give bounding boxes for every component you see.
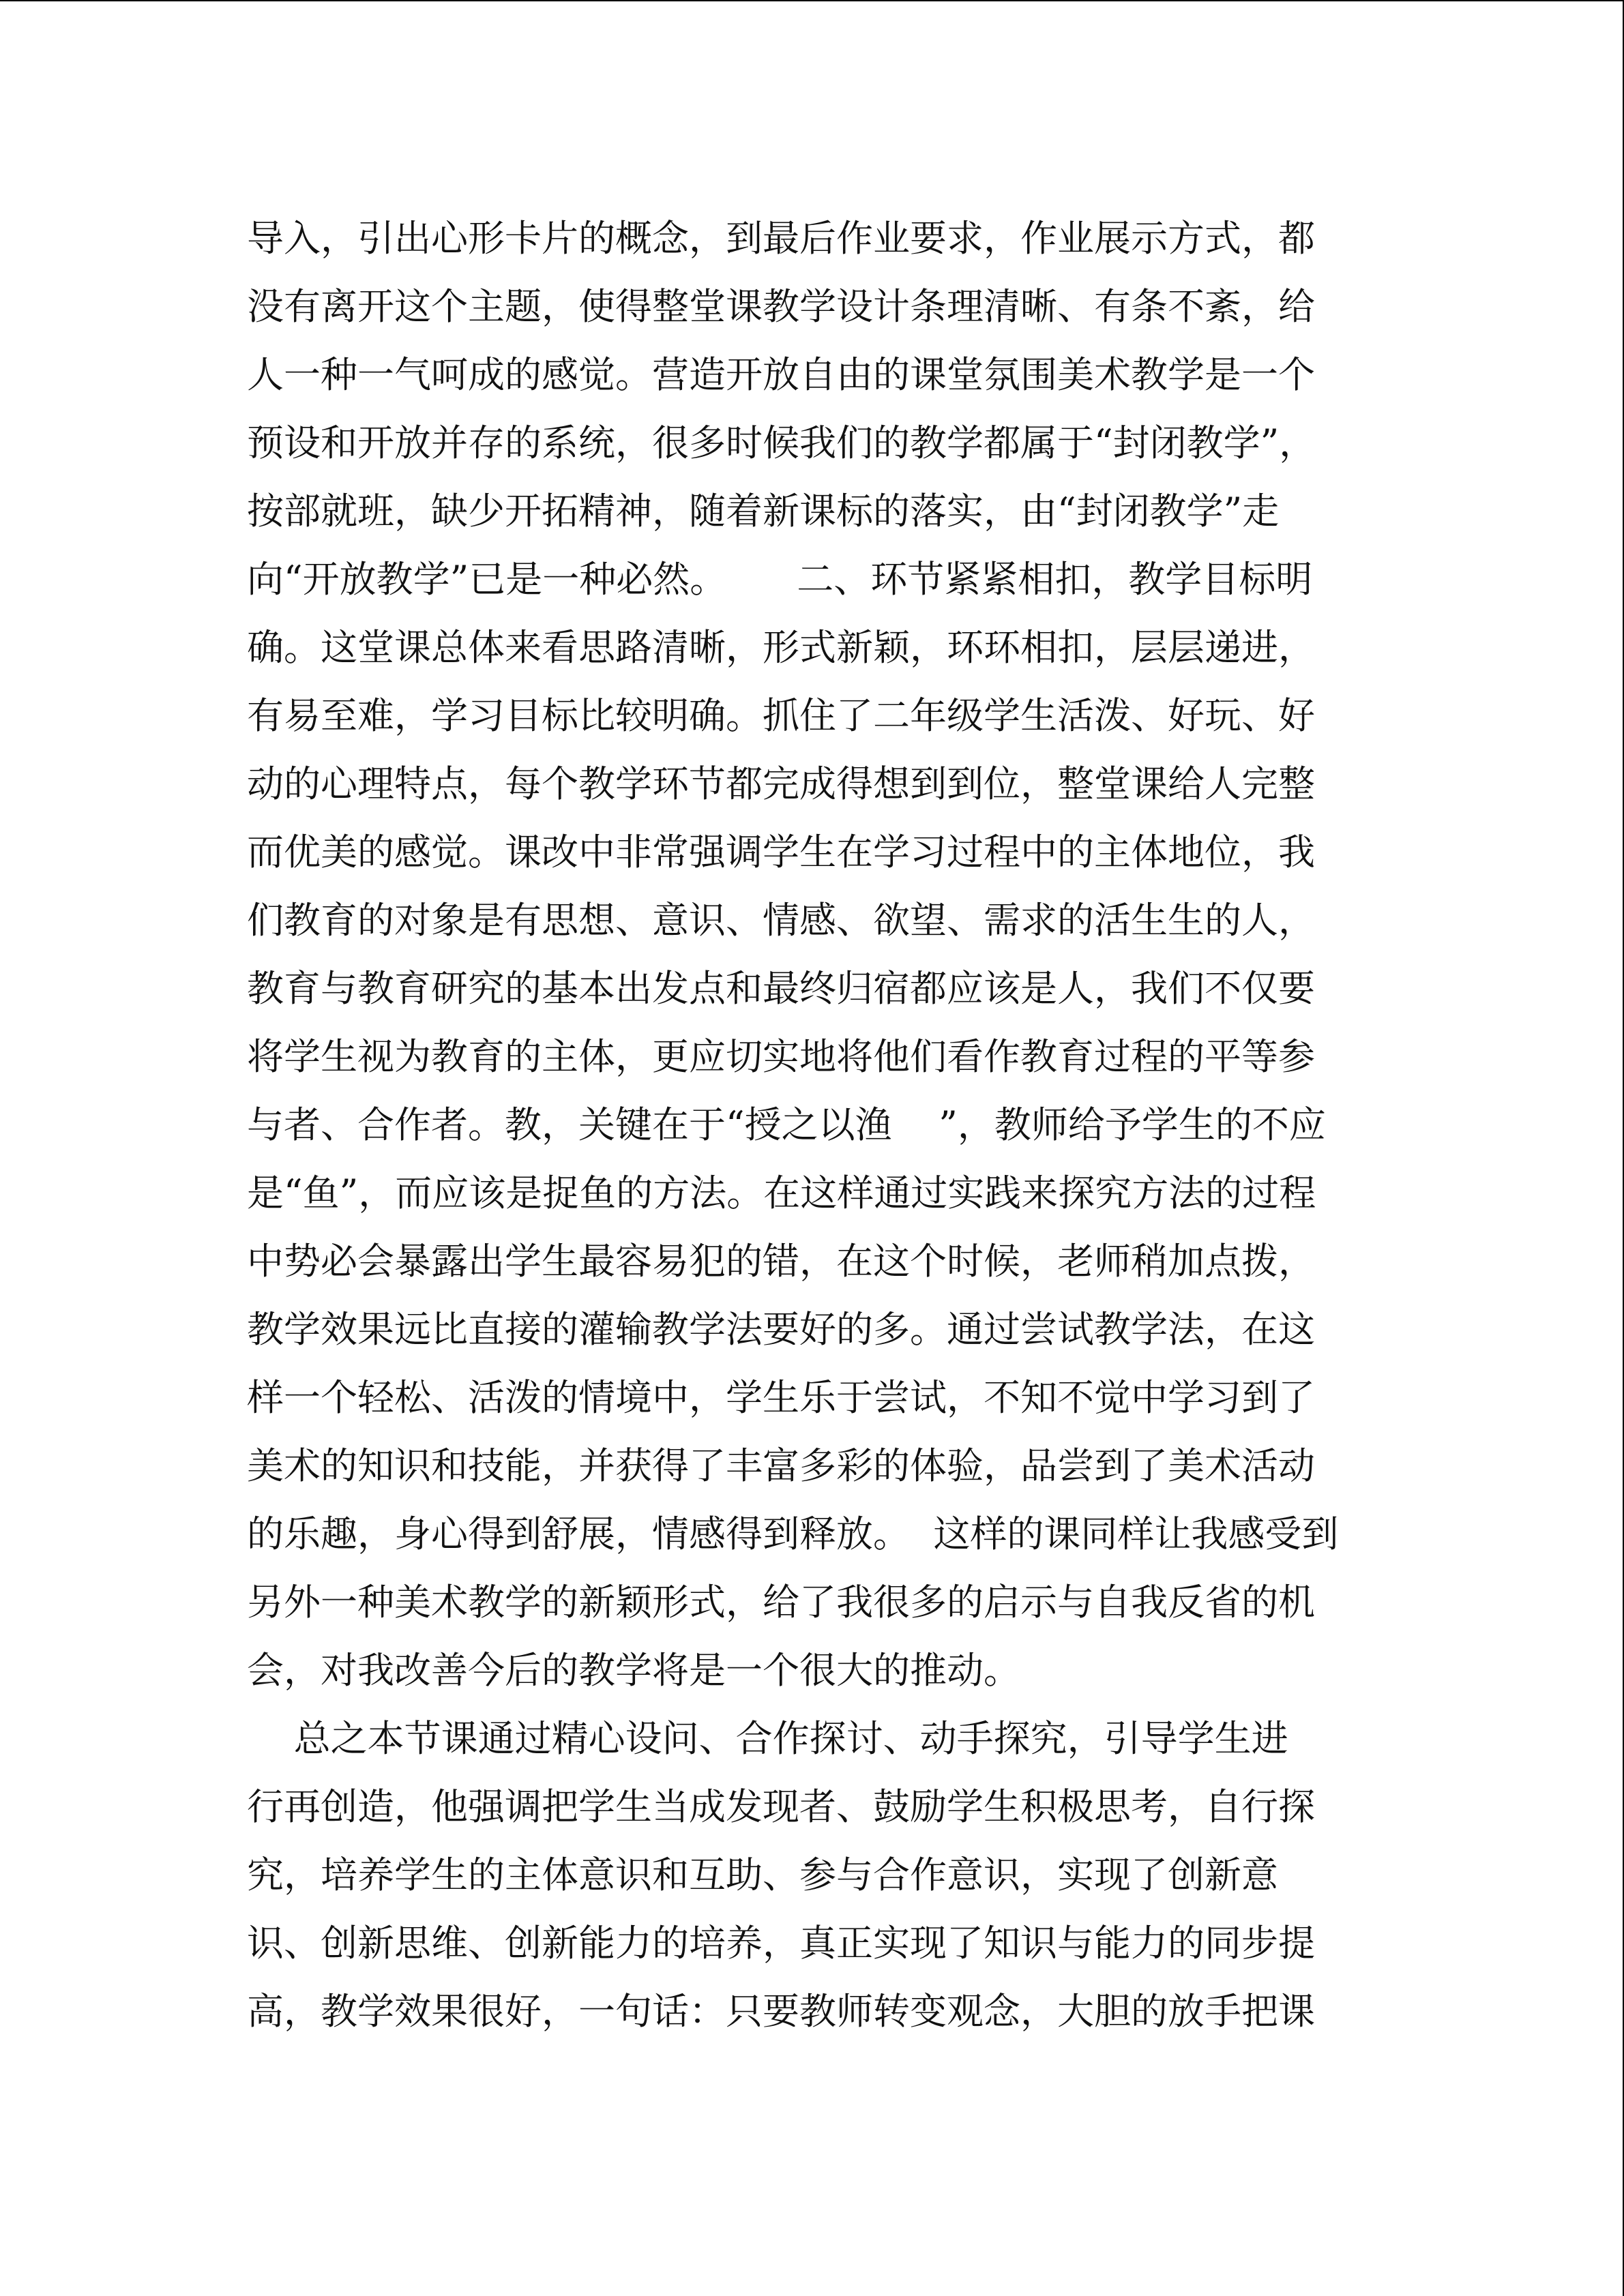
text-line: 是“鱼”，而应该是捉鱼的方法。在这样通过实践来探究方法的过程	[247, 1172, 1316, 1214]
text-line: 与者、合作者。教，关键在于“授之以渔 ”，教师给予学生的不应	[247, 1103, 1326, 1146]
text-line: 总之本节课通过精心设问、合作探讨、动手探究，引导学生进	[247, 1717, 1288, 1760]
text-line: 没有离开这个主题，使得整堂课教学设计条理清晰、有条不紊，给	[247, 285, 1315, 328]
text-line: 另外一种美术教学的新颖形式，给了我很多的启示与自我反省的机	[247, 1581, 1315, 1624]
text-line: 行再创造，他强调把学生当成发现者、鼓励学生积极思考，自行探	[247, 1785, 1315, 1828]
text-line: 向“开放教学”已是一种必然。 二、环节紧紧相扣，教学目标明	[247, 558, 1313, 601]
text-line: 按部就班，缺少开拓精神，随着新课标的落实，由“封闭教学”走	[247, 490, 1280, 533]
text-line: 教学效果远比直接的灌输教学法要好的多。通过尝试教学法，在这	[247, 1308, 1315, 1351]
text-line: 确。这堂课总体来看思路清晰，形式新颖，环环相扣，层层递进，	[247, 626, 1315, 669]
text-line: 预设和开放并存的系统，很多时候我们的教学都属于“封闭教学”，	[247, 421, 1316, 464]
text-line: 究，培养学生的主体意识和互助、参与合作意识，实现了创新意	[247, 1853, 1278, 1896]
text-line: 而优美的感觉。课改中非常强调学生在学习过程中的主体地位，我	[247, 831, 1315, 874]
text-line: 人一种一气呵成的感觉。营造开放自由的课堂氛围美术教学是一个	[247, 353, 1315, 396]
text-line: 导入，引出心形卡片的概念，到最后作业要求，作业展示方式，都	[247, 217, 1315, 260]
text-line: 有易至难，学习目标比较明确。抓住了二年级学生活泼、好玩、好	[247, 694, 1315, 737]
text-line: 教育与教育研究的基本出发点和最终归宿都应该是人，我们不仅要	[247, 967, 1315, 1010]
text-line: 美术的知识和技能，并获得了丰富多彩的体验，品尝到了美术活动	[247, 1444, 1315, 1487]
text-line: 动的心理特点，每个教学环节都完成得想到到位，整堂课给人完整	[247, 762, 1315, 805]
text-line: 识、创新思维、创新能力的培养，真正实现了知识与能力的同步提	[247, 1922, 1315, 1965]
text-line: 样一个轻松、活泼的情境中，学生乐于尝试，不知不觉中学习到了	[247, 1376, 1315, 1419]
text-line: 会，对我改善今后的教学将是一个很大的推动。	[247, 1649, 1020, 1692]
text-line: 的乐趣，身心得到舒展，情感得到释放。 这样的课同样让我感受到	[247, 1512, 1339, 1555]
text-line: 们教育的对象是有思想、意识、情感、欲望、需求的活生生的人，	[247, 899, 1315, 942]
text-line: 将学生视为教育的主体，更应切实地将他们看作教育过程的平等参	[247, 1035, 1315, 1078]
text-line: 中势必会暴露出学生最容易犯的错，在这个时候，老师稍加点拨，	[247, 1240, 1315, 1283]
text-line: 高，教学效果很好，一句话：只要教师转变观念，大胆的放手把课	[247, 1990, 1315, 2033]
